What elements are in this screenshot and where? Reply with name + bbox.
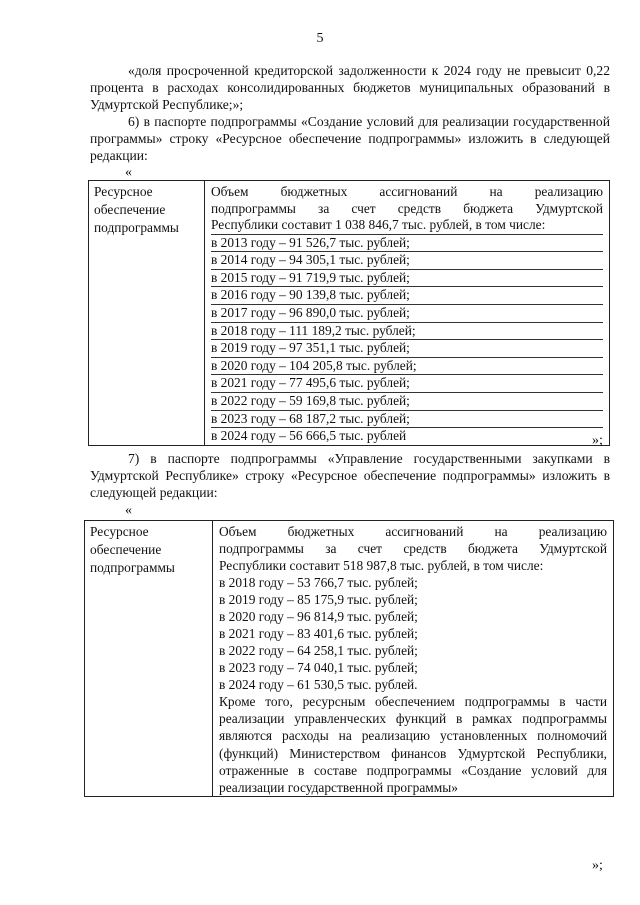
year-line: в 2024 году – 56 666,5 тыс. рублей — [211, 428, 407, 444]
resource-value-cell — [213, 521, 614, 797]
item-7-close-quote: »; — [592, 858, 603, 873]
intro-paragraph — [90, 62, 610, 113]
item-7-text: 7) в паспорте подпрограммы «Управление государственными закупками в Удмуртской Республике» строку «Ресурсное обеспечение подпрограммы» изложить в следующей редакции: — [90, 451, 610, 500]
year-line: в 2016 году – 90 139,8 тыс. рублей; — [211, 287, 603, 305]
intro-paragraph-text: «доля просроченной кредиторской задолженности к 2024 году не превысит 0,22 процента в расходах консолидированных бюджетов муниципальных образований в Удмуртской Республике;»; — [90, 63, 610, 112]
summary-line: Объем бюджетных ассигнований на реализацию — [211, 184, 603, 199]
table-row — [89, 181, 610, 446]
resource-value-cell — [205, 181, 610, 446]
table-row — [85, 521, 614, 797]
item-6-paragraph — [90, 113, 610, 164]
year-line: в 2024 году – 61 530,5 тыс. рублей. — [219, 677, 418, 692]
label-line: подпрограммы — [90, 560, 175, 575]
summary-line: Объем бюджетных ассигнований на реализацию — [219, 524, 607, 539]
year-line: в 2022 году – 59 169,8 тыс. рублей; — [211, 393, 603, 411]
page-number: 5 — [316, 31, 324, 46]
item-6-text: 6) в паспорте подпрограммы «Создание условий для реализации государственной программы» строку «Ресурсное обеспечение подпрограммы» изложить в следующей редакции: — [90, 114, 610, 163]
label-line: Ресурсное — [90, 524, 149, 539]
year-line: в 2020 году – 96 814,9 тыс. рублей; — [219, 609, 418, 624]
year-line: в 2014 году – 94 305,1 тыс. рублей; — [211, 252, 603, 270]
year-line: в 2013 году – 91 526,7 тыс. рублей; — [211, 235, 603, 253]
item-7-open-quote: « — [125, 503, 132, 518]
summary-line: Республики составит 518 987,8 тыс. рублей, в том числе: — [219, 558, 544, 573]
year-line: в 2023 году – 74 040,1 тыс. рублей; — [219, 660, 418, 675]
item-7-paragraph — [90, 450, 610, 501]
summary-line: подпрограммы за счет средств бюджета Удмуртской — [211, 201, 603, 216]
year-line: в 2019 году – 85 175,9 тыс. рублей; — [219, 592, 418, 607]
year-line: в 2015 году – 91 719,9 тыс. рублей; — [211, 270, 603, 288]
resource-label-cell — [89, 181, 205, 446]
year-line: в 2018 году – 111 189,2 тыс. рублей; — [211, 323, 603, 341]
label-line: Ресурсное — [94, 184, 153, 199]
item-6-close-quote: »; — [592, 433, 603, 448]
item-6-open-quote: « — [125, 165, 132, 180]
year-line: в 2022 году – 64 258,1 тыс. рублей; — [219, 643, 418, 658]
label-line: обеспечение — [90, 542, 162, 557]
year-line: в 2017 году – 96 890,0 тыс. рублей; — [211, 305, 603, 323]
label-line: подпрограммы — [94, 220, 179, 235]
year-line: в 2018 году – 53 766,7 тыс. рублей; — [219, 575, 418, 590]
summary-line: подпрограммы за счет средств бюджета Удмуртской — [219, 541, 607, 556]
resource-label-cell — [85, 521, 213, 797]
item-6-resource-table — [88, 180, 610, 446]
year-line: в 2021 году – 77 495,6 тыс. рублей; — [211, 375, 603, 393]
year-line: в 2019 году – 97 351,1 тыс. рублей; — [211, 340, 603, 358]
summary-line: Республики составит 1 038 846,7 тыс. рублей, в том числе: — [211, 217, 603, 235]
year-line: в 2023 году – 68 187,2 тыс. рублей; — [211, 411, 603, 429]
additional-note: Кроме того, ресурсным обеспечением подпрограммы в части реализации управленческих функций в рамках подпрограммы являются расходы на реализацию установленных полномочий (функций) Министерством финансов Удмуртской Республики, отраженные в составе подпрограммы «Создание условий для реализации государственной программы» — [219, 694, 607, 796]
label-line: обеспечение — [94, 202, 166, 217]
year-line: в 2020 году – 104 205,8 тыс. рублей; — [211, 358, 603, 376]
item-7-resource-table — [84, 520, 614, 797]
year-line: в 2021 году – 83 401,6 тыс. рублей; — [219, 626, 418, 641]
